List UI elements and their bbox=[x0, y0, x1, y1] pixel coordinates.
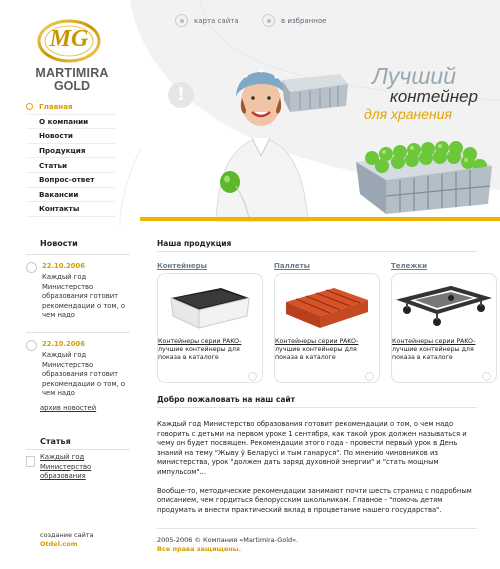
apple-crate-image bbox=[352, 132, 496, 214]
sitemap-icon bbox=[175, 14, 188, 27]
slogan-line3: для хранения bbox=[363, 106, 452, 122]
footer-divider bbox=[157, 528, 477, 529]
copyright-text: 2005-2006 © Компания «Martimira-Gold». bbox=[157, 536, 299, 544]
hero-banner bbox=[140, 40, 500, 222]
pallet-product-image bbox=[278, 280, 376, 332]
container-product-image bbox=[161, 280, 259, 332]
nav-item-faq[interactable] bbox=[26, 173, 116, 188]
product-link[interactable]: Контейнеры серии PAKO- bbox=[392, 338, 476, 345]
news-date: 22.10.2006 bbox=[26, 262, 126, 270]
product-desc-text: лучшие контейнеры для показа в каталоге bbox=[275, 346, 357, 361]
rights-text: Все права защищены. bbox=[157, 545, 242, 553]
more-arrow-icon[interactable] bbox=[482, 372, 491, 381]
nav-item-vacancies[interactable] bbox=[26, 188, 116, 203]
nav-item-label: Вопрос-ответ bbox=[39, 175, 95, 185]
slogan-line1: Лучший bbox=[372, 63, 456, 89]
nav-spacer bbox=[26, 176, 33, 183]
nav-item-label: О компании bbox=[39, 116, 89, 126]
product-card-containers[interactable] bbox=[157, 262, 263, 380]
nav-spacer bbox=[26, 191, 33, 198]
favorites-label: в избранное bbox=[281, 16, 327, 25]
news-text: Каждый год Министерство образования готовит рекомендации о том, о чем надо bbox=[42, 351, 126, 397]
credit-label: создание сайта bbox=[40, 531, 94, 539]
nav-item-products[interactable] bbox=[26, 144, 116, 159]
nav-spacer bbox=[26, 132, 33, 139]
news-divider bbox=[26, 332, 130, 333]
product-card-trolleys[interactable] bbox=[391, 262, 497, 380]
document-icon bbox=[26, 456, 35, 467]
news-item[interactable] bbox=[26, 340, 126, 399]
sitemap-link[interactable] bbox=[175, 14, 239, 27]
articles-divider bbox=[26, 449, 130, 450]
product-description bbox=[392, 338, 490, 362]
news-date: 22.10.2006 bbox=[26, 340, 126, 348]
welcome-paragraph: Каждый год Министерство образования готовит рекомендации о том, о чем надо говорить с детьми на первом уроке 1 сентября, как такой урок должен называться и чему он будет посвящен. Рекомендации этого года - провести первый урок в День знаний на тему "Жыву ў Беларусі и тым ганаруся". По мнению чиновников из министерства, урок "должен дать заряд духовной энергии" и "стать мощным импульсом"... bbox=[157, 420, 467, 476]
news-divider bbox=[26, 254, 130, 255]
slogan-line2: контейнер bbox=[389, 87, 478, 106]
banner-divider bbox=[140, 217, 500, 221]
news-heading: Новости bbox=[40, 239, 78, 248]
nav-item-label: Вакансии bbox=[39, 189, 79, 199]
products-heading: Наша продукция bbox=[157, 239, 232, 248]
product-link[interactable]: Контейнеры серии PAKO- bbox=[158, 338, 242, 345]
favorites-icon bbox=[262, 14, 275, 27]
logo-initials: MG bbox=[49, 26, 89, 52]
product-title[interactable]: Паллеты bbox=[274, 262, 310, 270]
product-title[interactable]: Тележки bbox=[391, 262, 428, 270]
welcome-heading: Добро пожаловать на наш сайт bbox=[157, 395, 295, 404]
product-description bbox=[158, 338, 256, 362]
credit-link[interactable]: Otdel.com bbox=[40, 540, 78, 548]
nav-spacer bbox=[26, 147, 33, 154]
nav-item-label: Новости bbox=[39, 131, 73, 141]
more-arrow-icon[interactable] bbox=[248, 372, 257, 381]
product-link[interactable]: Контейнеры серии PAKO- bbox=[275, 338, 359, 345]
news-text: Каждый год Министерство образования готовит рекомендации о том, о чем надо bbox=[42, 273, 126, 319]
brand-logo[interactable] bbox=[32, 16, 112, 94]
trolley-product-image bbox=[395, 280, 493, 332]
nav-item-label: Главная bbox=[39, 102, 73, 112]
welcome-text bbox=[157, 420, 477, 524]
exclamation-icon: ! bbox=[168, 82, 194, 108]
active-marker-icon bbox=[26, 103, 33, 110]
nav-item-label: Продукция bbox=[39, 146, 86, 156]
footer bbox=[157, 536, 298, 554]
welcome-paragraph: Вообще-то, методические рекомендации занимают почти шесть страниц с подробным описанием, чем гордиться белорусским школьникам. Главное - "помочь детям продумать и внести практический вклад в процветание нашего государства". bbox=[157, 486, 472, 514]
more-arrow-icon[interactable] bbox=[365, 372, 374, 381]
sitemap-label: карта сайта bbox=[194, 16, 239, 25]
favorites-link[interactable] bbox=[262, 14, 326, 27]
nav-spacer bbox=[26, 162, 33, 169]
logo-name-line1: MARTIMIRA bbox=[35, 66, 109, 80]
banner-slogan bbox=[316, 64, 486, 122]
nav-item-contacts[interactable] bbox=[26, 202, 116, 217]
nav-spacer bbox=[26, 118, 33, 125]
nav-item-label: Контакты bbox=[39, 204, 80, 214]
news-archive-link[interactable]: архив новостей bbox=[40, 404, 97, 412]
nav-item-label: Статьи bbox=[39, 160, 68, 170]
welcome-divider bbox=[157, 407, 477, 408]
article-link[interactable]: Каждый год Министерство образования bbox=[40, 453, 92, 480]
nav-item-about[interactable] bbox=[26, 115, 116, 130]
site-credit bbox=[40, 531, 94, 549]
nav-spacer bbox=[26, 205, 33, 212]
main-navigation bbox=[26, 100, 116, 217]
nav-item-articles[interactable] bbox=[26, 158, 116, 173]
logo-name-line2: GOLD bbox=[53, 79, 91, 93]
articles-heading: Статья bbox=[40, 437, 71, 446]
product-title[interactable]: Контейнеры bbox=[157, 262, 208, 270]
nav-item-news[interactable] bbox=[26, 129, 116, 144]
product-desc-text: лучшие контейнеры для показа в каталоге bbox=[392, 346, 474, 361]
products-divider bbox=[157, 251, 477, 252]
product-card-pallets[interactable] bbox=[274, 262, 380, 380]
news-item[interactable] bbox=[26, 262, 126, 321]
product-desc-text: лучшие контейнеры для показа в каталоге bbox=[158, 346, 240, 361]
product-description bbox=[275, 338, 373, 362]
nav-item-home[interactable] bbox=[26, 100, 116, 115]
